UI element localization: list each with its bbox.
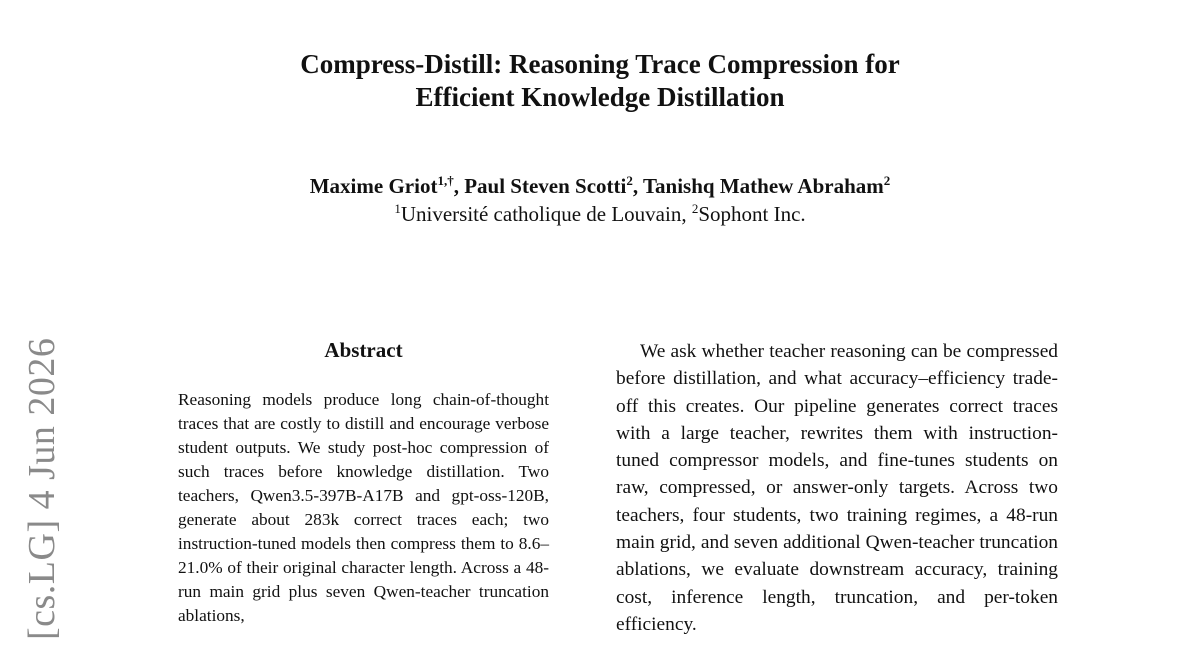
affiliation-mark: 1 [394, 201, 401, 216]
paper-title [0, 48, 1200, 114]
abstract-text: Reasoning models produce long chain-of-thought traces that are costly to distill and encourage verbose student outputs. We study post-hoc compression of such traces before knowledge distillation. Two teachers, Qwen3.5-397B-A17B and gpt-oss-120B, generate about 283k correct traces each; two instruction-tuned models then compress them to 8.6–21.0% of their original character length. Across a 48-run main grid plus seven Qwen-teacher truncation ablations, [178, 390, 549, 625]
arxiv-side-stamp: [cs.LG] 4 Jun 2026 [21, 337, 63, 640]
author-affiliation-mark: 2 [626, 173, 633, 188]
title-line-1: Compress-Distill: Reasoning Trace Compression for [300, 49, 900, 79]
author-list: Maxime Griot$^{1,\dagger}$, Paul Steven Scotti$^2$, Tanishq Mathew Abraham$^2$ [309, 173, 891, 198]
abstract-heading: Abstract [324, 338, 403, 362]
affiliation-mark: 2 [691, 201, 699, 216]
author-name: Paul Steven Scotti [464, 174, 627, 198]
author-name: Tanishq Mathew Abraham [642, 174, 884, 198]
intro-paragraph: We ask whether teacher reasoning can be compressed before distillation, and what accuracy–efficiency trade-off this creates. Our pipeline generates correct traces with a large teacher, rewrites them with instruction-tuned compressor models, and fine-tunes students on raw, compressed, or answer-only targets. Across two teachers, four students, two training regimes, a 48-run main grid, and seven additional Qwen-teacher truncation ablations, we evaluate downstream accuracy, training cost, inference length, truncation, and per-token efficiency. [616, 341, 1058, 635]
affiliation-name: Sophont Inc. [698, 202, 806, 226]
affiliation-name: Université catholique de Louvain [400, 202, 682, 226]
author-affiliation-mark: 1,† [437, 173, 454, 188]
affiliation-list: $^1$Université catholique de Louvain, $^2$Sophont Inc. [394, 201, 806, 226]
author-affiliation-mark: 2 [883, 173, 891, 188]
title-line-2: Efficient Knowledge Distillation [415, 82, 785, 112]
author-name: Maxime Griot [309, 174, 438, 198]
